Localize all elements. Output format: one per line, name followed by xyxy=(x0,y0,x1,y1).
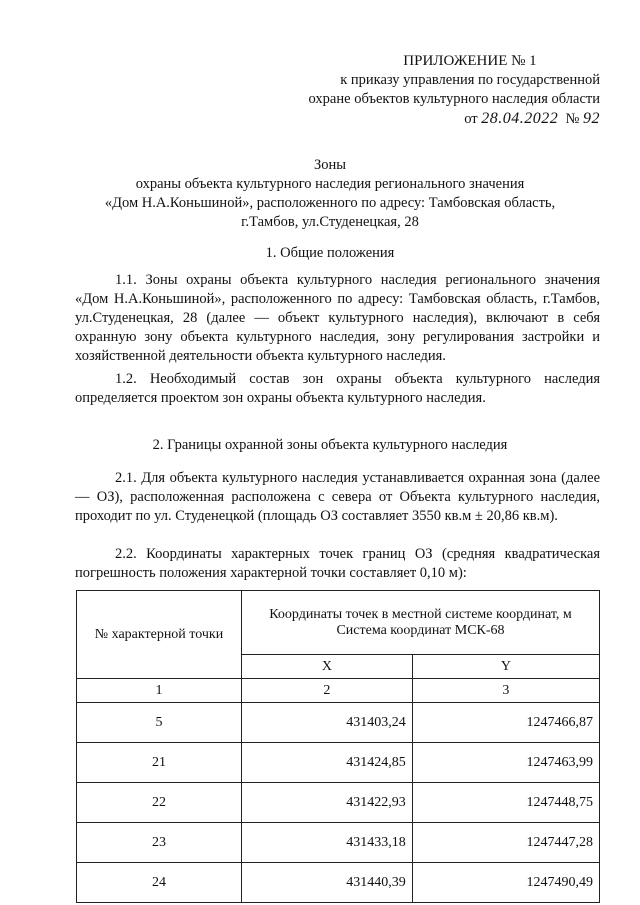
table-header-row xyxy=(77,591,600,655)
y-cell: 1247447,28 xyxy=(412,823,599,863)
heading-line-3: «Дом Н.А.Коньшиной», расположенного по адресу: Тамбовская область, xyxy=(104,195,556,211)
table-index-row xyxy=(77,679,600,703)
section-1-title: 1. Общие положения xyxy=(265,245,395,261)
x-cell: 431403,24 xyxy=(242,703,413,743)
handwritten-number: 92 xyxy=(583,110,600,127)
header-x: X xyxy=(242,655,413,679)
y-cell: 1247463,99 xyxy=(412,743,599,783)
date-prefix: от xyxy=(464,111,478,127)
paragraph-2-2: 2.2. Координаты характерных точек границ ОЗ (средняя квадратическая погрешность положения характерной точки составляет 0,10 м): xyxy=(75,546,600,581)
point-number-cell: 23 xyxy=(77,823,242,863)
document-heading xyxy=(60,156,600,232)
annex-line-1: к приказу управления по государственной xyxy=(340,72,600,88)
index-cell: 2 xyxy=(242,679,413,703)
paragraph-1-1: 1.1. Зоны охраны объекта культурного наследия регионального значения «Дом Н.А.Коньшиной», расположенного по адресу: Тамбовская область, г.Тамбов, ул.Студенецкая, 28 (далее — объект культурного наследия), включают в себя охранную зону объекта культурного наследия, зону регулирования застройки и хозяйственной деятельности объекта культурного наследия. xyxy=(75,272,600,364)
annex-date-line xyxy=(300,109,600,129)
number-prefix: № xyxy=(565,111,580,127)
point-number-cell: 5 xyxy=(77,703,242,743)
table-row xyxy=(77,823,600,863)
annex-header xyxy=(300,52,600,129)
heading-line-4: г.Тамбов, ул.Студенецкая, 28 xyxy=(241,214,419,230)
header-y: Y xyxy=(412,655,599,679)
point-number-cell: 21 xyxy=(77,743,242,783)
annex-line-2: охране объектов культурного наследия области xyxy=(308,91,600,107)
table-row xyxy=(77,863,600,903)
index-cell: 3 xyxy=(412,679,599,703)
handwritten-date: 28.04.2022 xyxy=(481,110,559,127)
header-coordinates-line-2: Система координат МСК-68 xyxy=(336,622,505,638)
paragraph-2-1: 2.1. Для объекта культурного наследия устанавливается охранная зона (далее — ОЗ), расположенная расположена с севера от Объекта культурного наследия, проходит по ул. Студенецкой (площадь ОЗ составляет 3550 кв.м ± 20,86 кв.м). xyxy=(75,470,600,524)
coordinates-table xyxy=(76,590,600,903)
paragraph-1-2: 1.2. Необходимый состав зон охраны объекта культурного наследия определяется проектом зон охраны объекта культурного наследия. xyxy=(75,371,600,406)
header-coordinates-line-1: Координаты точек в местной системе координат, м xyxy=(269,606,572,622)
table-row xyxy=(77,703,600,743)
header-coordinates xyxy=(242,591,600,655)
point-number-cell: 22 xyxy=(77,783,242,823)
y-cell: 1247466,87 xyxy=(412,703,599,743)
index-cell: 1 xyxy=(77,679,242,703)
table-row xyxy=(77,743,600,783)
annex-title: ПРИЛОЖЕНИЕ № 1 xyxy=(403,53,537,69)
x-cell: 431433,18 xyxy=(242,823,413,863)
x-cell: 431424,85 xyxy=(242,743,413,783)
y-cell: 1247490,49 xyxy=(412,863,599,903)
table-row xyxy=(77,783,600,823)
x-cell: 431440,39 xyxy=(242,863,413,903)
heading-line-2: охраны объекта культурного наследия регионального значения xyxy=(135,176,525,192)
section-2-title: 2. Границы охранной зоны объекта культурного наследия xyxy=(152,437,508,453)
header-point-number: № характерной точки xyxy=(77,591,242,679)
y-cell: 1247448,75 xyxy=(412,783,599,823)
heading-line-1: Зоны xyxy=(313,157,347,173)
point-number-cell: 24 xyxy=(77,863,242,903)
x-cell: 431422,93 xyxy=(242,783,413,823)
